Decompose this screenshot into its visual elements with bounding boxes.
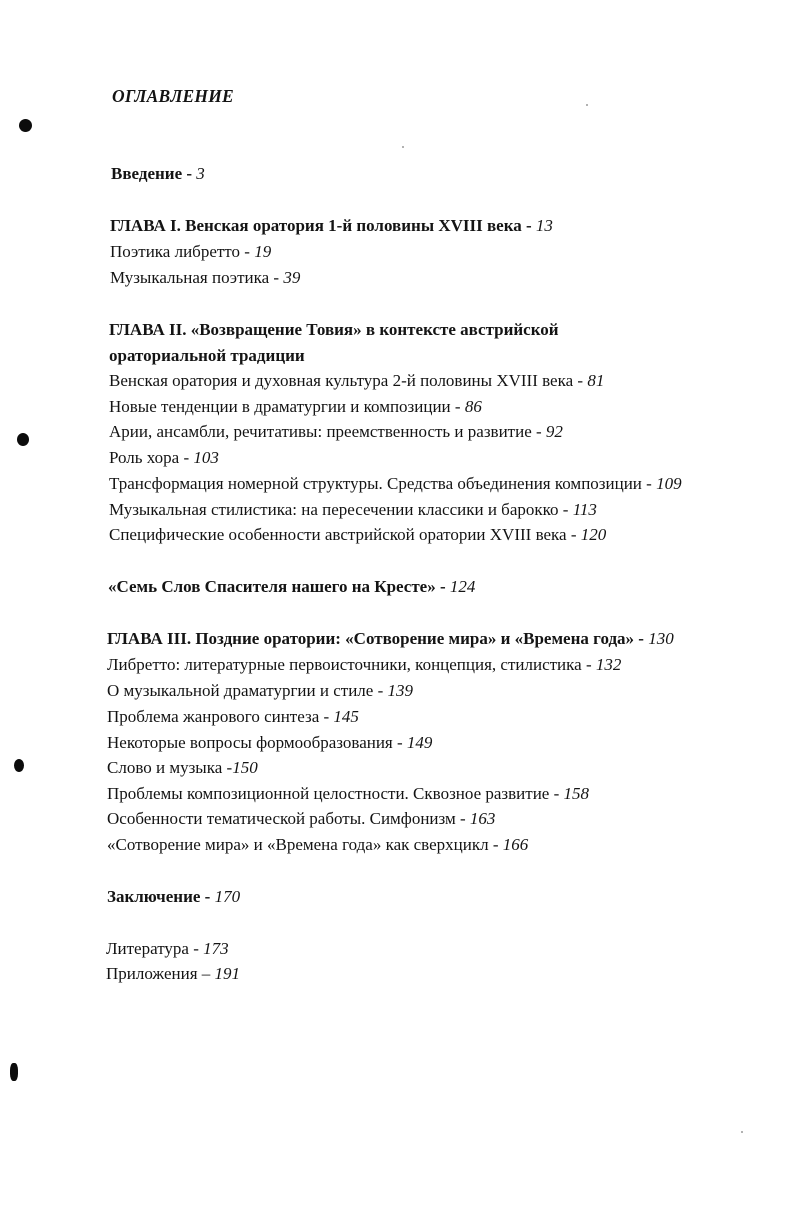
toc-item [107,707,359,727]
toc-item [107,809,495,829]
chapter-label: ГЛАВА I. Венская оратория 1-й половины XVIII века - [110,216,532,235]
toc-chapter-2-line2: ораториальной традиции [109,346,305,365]
entry-label: Заключение - [107,887,211,906]
toc-item [107,681,413,701]
item-page: 145 [333,707,359,726]
chapter-page: 13 [535,216,553,235]
toc-item [109,474,682,494]
item-page: 109 [656,474,682,493]
item-label: Специфические особенности австрийской оратории XVIII века - [109,525,577,544]
scan-speck [741,1131,743,1133]
scan-speck [402,146,404,148]
toc-entry-conclusion [107,887,240,907]
item-label: Венская оратория и духовная культура 2-й половины XVIII века - [109,371,584,390]
item-label: О музыкальной драматургии и стиле - [107,681,384,700]
item-label: «Сотворение мира» и «Времена года» как сверхцикл - [107,835,499,854]
entry-page: 3 [196,164,205,183]
toc-chapter-2-line1: ГЛАВА II. «Возвращение Товия» в контексте австрийской [109,320,559,339]
item-page: 120 [580,525,607,544]
toc-item [107,733,432,753]
toc-entry-appendices [106,964,240,984]
entry-page: 191 [214,964,241,983]
item-page: 149 [406,733,433,752]
item-page: 158 [563,784,590,803]
item-label: Музыкальная стилистика: на пересечении классики и барокко - [109,500,569,519]
scan-mark [17,433,29,446]
item-page: 113 [572,500,597,519]
scan-mark [14,759,24,772]
item-page: 150 [232,758,258,777]
toc-item [110,268,300,288]
scan-mark [10,1063,18,1081]
item-label: Арии, ансамбли, речитативы: преемственность и развитие - [109,422,542,441]
toc-item [109,422,563,442]
toc-chapter-1 [110,216,553,236]
item-page: 86 [464,397,482,416]
entry-label: Литература - [106,939,199,958]
item-label: Трансформация номерной структуры. Средства объединения композиции - [109,474,652,493]
entry-label: Приложения – [106,964,211,983]
item-page: 166 [502,835,529,854]
toc-chapter-3 [107,629,674,649]
chapter-page: 130 [648,629,674,648]
entry-label: «Семь Слов Спасителя нашего на Кресте» - [108,577,446,596]
item-label: Либретто: литературные первоисточники, концепция, стилистика - [107,655,592,674]
toc-item [107,784,589,804]
toc-item [109,500,597,520]
entry-label: Введение - [111,164,193,183]
item-page: 103 [193,448,219,467]
scan-mark [19,119,32,132]
item-page: 163 [469,809,496,828]
item-page: 132 [595,655,622,674]
toc-item [107,758,258,778]
toc-item [109,371,604,391]
toc-entry-seven-words [108,577,475,597]
item-label: Проблемы композиционной целостности. Сквозное развитие - [107,784,560,803]
entry-page: 170 [214,887,241,906]
item-label: Особенности тематической работы. Симфонизм - [107,809,466,828]
toc-entry-intro [111,164,205,184]
page-title: ОГЛАВЛЕНИЕ [112,86,234,106]
item-page: 139 [387,681,413,700]
toc-item [109,525,606,545]
scan-speck [586,104,588,106]
item-label: Поэтика либретто - [110,242,250,261]
item-page: 39 [283,268,301,287]
toc-item [110,242,271,262]
item-label: Роль хора - [109,448,190,467]
entry-page: 173 [203,939,229,958]
item-page: 92 [545,422,563,441]
entry-page: 124 [449,577,476,596]
item-page: 81 [587,371,605,390]
toc-item [107,835,528,855]
item-label: Слово и музыка - [107,758,233,777]
item-label: Проблема жанрового синтеза - [107,707,330,726]
chapter-label: ГЛАВА III. Поздние оратории: «Сотворение мира» и «Времена года» - [107,629,644,648]
toc-item [109,448,219,468]
toc-item [107,655,621,675]
item-label: Музыкальная поэтика - [110,268,280,287]
item-page: 19 [254,242,272,261]
item-label: Новые тенденции в драматургии и композиции - [109,397,461,416]
item-label: Некоторые вопросы формообразования - [107,733,403,752]
toc-entry-literature [106,939,229,959]
toc-item [109,397,482,417]
